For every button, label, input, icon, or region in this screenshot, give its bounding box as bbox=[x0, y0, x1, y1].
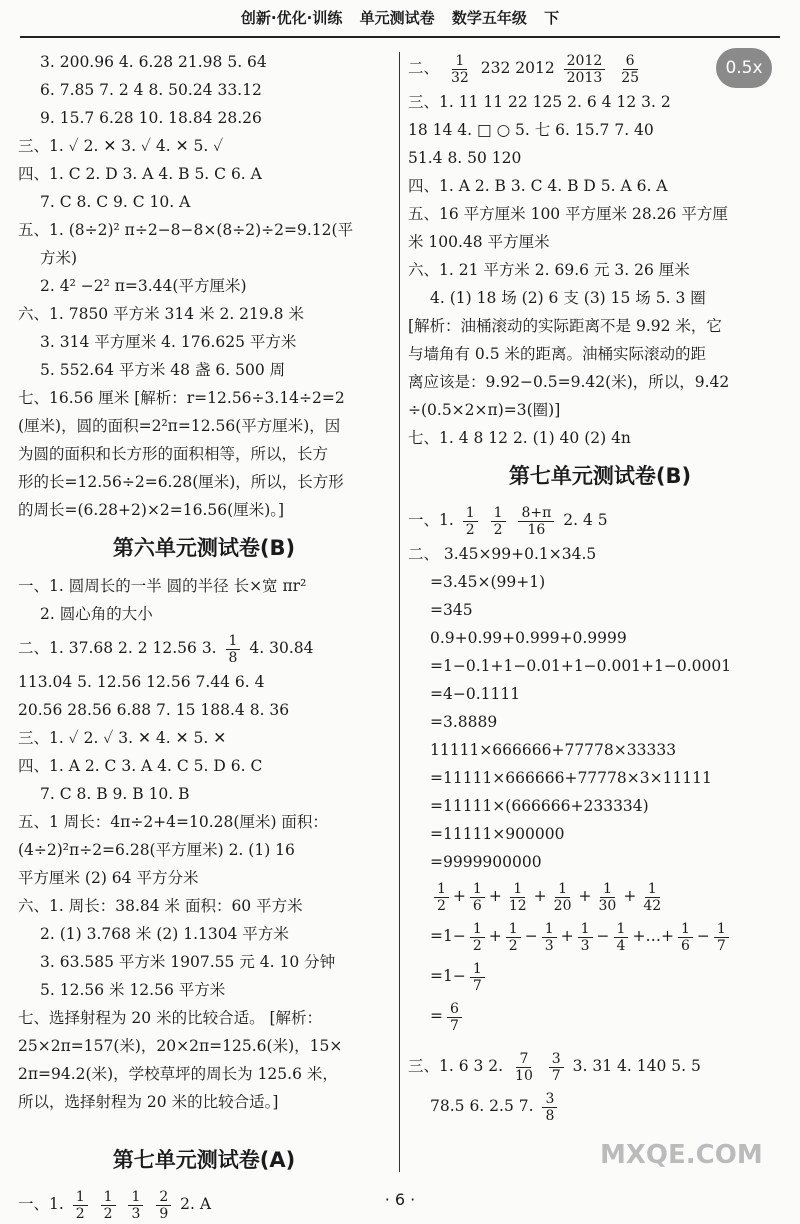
answer-line: ÷(0.5×2×π)=3(圈)] bbox=[408, 401, 561, 419]
answer-line: $\frac{1}{2}$ + $\frac{1}{6}$ + $\frac{1}{12}$ + $\frac{1}{20}$ + $\frac{1}{30}$ + $\frac{1}{42}$ bbox=[408, 876, 792, 916]
denominator: 2 bbox=[465, 521, 475, 538]
answer-line: 平方厘米 (2) 64 平方分米 bbox=[18, 869, 199, 887]
fraction bbox=[447, 1001, 462, 1034]
denominator: 2 bbox=[103, 1205, 113, 1222]
numerator: 7 bbox=[516, 1051, 531, 1068]
fraction bbox=[470, 921, 485, 954]
numerator: 2 bbox=[156, 1189, 171, 1206]
denominator: 3 bbox=[544, 937, 554, 954]
answer-text: 二、 bbox=[408, 59, 440, 77]
answer-line: 与墙角有 0.5 米的距离。油桶实际滚动的距 bbox=[408, 345, 707, 363]
numerator: 1 bbox=[714, 921, 729, 938]
fraction bbox=[542, 921, 557, 954]
fraction bbox=[470, 961, 485, 994]
answer-line: 形的长=12.56÷2=6.28(厘米)，所以，长方形 bbox=[18, 473, 344, 491]
denominator: 6 bbox=[472, 897, 482, 914]
answer-line: (4÷2)²π÷2=6.28(平方厘米) 2. (1) 16 bbox=[18, 841, 295, 859]
fraction bbox=[463, 505, 478, 538]
answer-line: 18 14 4. □ ○ 5. 七 6. 15.7 7. 40 bbox=[408, 121, 654, 139]
fraction bbox=[512, 1051, 536, 1084]
answer-line bbox=[408, 1046, 792, 1086]
answer-line: 六、1. 21 平方米 2. 69.6 元 3. 26 厘米 bbox=[408, 261, 690, 279]
answer-line: 七、1. 4 8 12 2. (1) 40 (2) 4n bbox=[408, 429, 631, 447]
answer-line: 7. C 8. C 9. C 10. A bbox=[40, 193, 191, 211]
numerator: 1 bbox=[614, 921, 629, 938]
zoom-badge[interactable]: 0.5x bbox=[716, 48, 772, 88]
answer-line: 三、1. ✓ 2. ✕ 3. ✓ 4. ✕ 5. ✓ bbox=[18, 137, 224, 155]
answer-line: 米 100.48 平方厘米 bbox=[408, 233, 550, 251]
answer-line: =11111×900000 bbox=[430, 825, 565, 843]
answer-line: 所以，选择射程为 20 米的比较合适。] bbox=[18, 1093, 279, 1111]
answer-line: 113.04 5. 12.56 12.56 7.44 6. 4 bbox=[18, 673, 265, 691]
denominator: 4 bbox=[616, 937, 626, 954]
answer-line: 7. C 8. B 9. B 10. B bbox=[40, 785, 190, 803]
answer-line: =4−0.1111 bbox=[430, 685, 521, 703]
denominator: 20 bbox=[553, 897, 572, 914]
fraction bbox=[518, 505, 554, 538]
answer-line: =1−0.1+1−0.01+1−0.001+1−0.0001 bbox=[430, 657, 732, 675]
denominator: 2 bbox=[437, 897, 446, 914]
answer-text: 78.5 6. 2.5 7. bbox=[430, 1097, 534, 1115]
page-header bbox=[0, 0, 800, 36]
fraction bbox=[491, 505, 506, 538]
denominator: 8 bbox=[545, 1107, 555, 1124]
fraction bbox=[618, 53, 642, 86]
answer-line: 三、1. 11 11 22 125 2. 6 4 12 3. 2 bbox=[408, 93, 671, 111]
answer-text: =1− bbox=[430, 967, 466, 985]
answer-text: 4. 30.84 bbox=[249, 639, 314, 657]
answer-text: 三、1. 6 3 2. bbox=[408, 1057, 504, 1075]
answer-line: 七、16.56 厘米 [解析：r=12.56÷3.14÷2=2 bbox=[18, 389, 345, 407]
answer-line: 4. (1) 18 场 (2) 6 支 (3) 15 场 5. 3 圈 bbox=[430, 289, 706, 307]
answer-line: =3.45×(99+1) bbox=[430, 573, 546, 591]
denominator: 10 bbox=[515, 1067, 533, 1084]
fraction bbox=[434, 881, 449, 914]
answer-line: 二、 3.45×99+0.1×34.5 bbox=[408, 545, 597, 563]
denominator: 7 bbox=[716, 937, 726, 954]
answer-line: 3. 63.585 平方米 1907.55 元 4. 10 分钟 bbox=[40, 953, 336, 971]
answer-line: (厘米)，圆的面积=2²π=12.56(平方厘米)，因 bbox=[18, 417, 341, 435]
numerator: 1 bbox=[128, 1189, 143, 1206]
numerator: 1 bbox=[491, 505, 506, 522]
answer-line: =345 bbox=[430, 601, 473, 619]
numerator: 1 bbox=[463, 505, 478, 522]
answer-line bbox=[408, 1086, 792, 1126]
answer-line bbox=[408, 48, 792, 88]
answer-line: 25×2π=157(米)，20×2π=125.6(米)，15× bbox=[18, 1037, 343, 1055]
fraction bbox=[506, 921, 521, 954]
denominator: 7 bbox=[450, 1017, 459, 1034]
answer-line: 9. 15.7 6.28 10. 18.84 28.26 bbox=[40, 109, 262, 127]
numerator: 1 bbox=[470, 881, 485, 898]
answer-line: 11111×666666+77778×33333 bbox=[430, 741, 677, 759]
fraction bbox=[714, 921, 729, 954]
denominator: 8 bbox=[228, 649, 238, 666]
numerator: 1 bbox=[555, 881, 570, 898]
fraction bbox=[506, 881, 530, 914]
numerator: 3 bbox=[549, 1051, 564, 1068]
numerator: 1 bbox=[578, 921, 593, 938]
fraction bbox=[614, 921, 629, 954]
denominator: 42 bbox=[643, 897, 662, 914]
denominator: 32 bbox=[450, 69, 469, 86]
denominator: 25 bbox=[621, 69, 640, 86]
numerator: 1 bbox=[645, 881, 660, 898]
numerator: 8+π bbox=[518, 505, 554, 522]
answer-line: 五、1 周长：4π÷2+4=10.28(厘米) 面积： bbox=[18, 813, 328, 831]
answer-text: 一、1. bbox=[18, 1195, 64, 1213]
denominator: 2 bbox=[472, 937, 482, 954]
header-type: 单元测试卷 bbox=[359, 9, 435, 27]
answer-line: =3.8889 bbox=[430, 713, 498, 731]
answer-line: 2. (1) 3.768 米 (2) 1.1304 平方米 bbox=[40, 925, 289, 943]
section-title: 第七单元测试卷(B) bbox=[508, 464, 692, 488]
denominator: 2 bbox=[75, 1205, 85, 1222]
denominator: 2013 bbox=[566, 69, 603, 86]
denominator: 3 bbox=[131, 1205, 141, 1222]
numerator: 1 bbox=[434, 881, 449, 898]
answer-line bbox=[408, 500, 792, 540]
header-grade: 数学五年级 bbox=[451, 9, 527, 27]
answer-line: 5. 12.56 米 12.56 平方米 bbox=[40, 981, 226, 999]
answer-text: 一、1. bbox=[408, 511, 454, 529]
answer-line: 四、1. C 2. D 3. A 4. B 5. C 6. A bbox=[18, 165, 262, 183]
answer-line bbox=[18, 628, 390, 668]
answer-line: 20.56 28.56 6.88 7. 15 188.4 8. 36 bbox=[18, 701, 290, 719]
answer-line: 四、1. A 2. C 3. A 4. C 5. D 6. C bbox=[18, 757, 263, 775]
denominator: 9 bbox=[159, 1205, 169, 1222]
answer-text: 232 2012 bbox=[480, 59, 555, 77]
fraction bbox=[678, 921, 693, 954]
denominator: 7 bbox=[551, 1067, 561, 1084]
answer-line: 六、1. 周长：38.84 米 面积：60 平方米 bbox=[18, 897, 303, 915]
numerator: 1 bbox=[678, 921, 693, 938]
answer-line: =11111×666666+77778×3×11111 bbox=[430, 769, 712, 787]
fraction bbox=[640, 881, 664, 914]
answer-text: = bbox=[430, 1007, 443, 1025]
numerator: 1 bbox=[73, 1189, 88, 1206]
answer-line: 2π=94.2(米)，学校草坪的周长为 125.6 米， bbox=[18, 1065, 338, 1083]
answer-line: 3. 314 平方厘米 4. 176.625 平方米 bbox=[40, 333, 297, 351]
numerator: 1 bbox=[506, 921, 521, 938]
answer-line: 2. 4² −2² π=3.44(平方厘米) bbox=[40, 277, 247, 295]
column-divider bbox=[399, 52, 400, 1172]
fraction bbox=[549, 1051, 564, 1084]
answer-line: 的周长=(6.28+2)×2=16.56(厘米)。] bbox=[18, 501, 285, 519]
numerator: 1 bbox=[452, 53, 467, 70]
answer-line: 五、16 平方厘米 100 平方厘米 28.26 平方厘 bbox=[408, 205, 728, 223]
denominator: 16 bbox=[527, 521, 546, 538]
denominator: 30 bbox=[598, 897, 617, 914]
fraction bbox=[448, 53, 472, 86]
fraction bbox=[470, 881, 485, 914]
answer-line: 三、1. ✓ 2. ✓ 3. ✕ 4. ✕ 5. ✕ bbox=[18, 729, 227, 747]
answer-line: 为圆的面积和长方形的面积相等，所以，长方 bbox=[18, 445, 329, 463]
fraction bbox=[596, 881, 620, 914]
section-title: 第七单元测试卷(A) bbox=[112, 1148, 296, 1172]
answer-line: =9999900000 bbox=[430, 853, 542, 871]
answer-line: =1− $\frac{1}{2}$ + $\frac{1}{2}$ − $\frac{1}{3}$ + $\frac{1}{3}$ − $\frac{1}{4}$ +…+ $\frac{1}{6}$ − $\frac{1}{7}$ bbox=[408, 916, 792, 956]
denominator: 3 bbox=[580, 937, 590, 954]
numerator: 6 bbox=[623, 53, 638, 70]
numerator: 1 bbox=[470, 961, 485, 978]
watermark-logo: MXQE.COM bbox=[600, 1140, 763, 1170]
answer-line: 51.4 8. 50 120 bbox=[408, 149, 522, 167]
answer-text: 2. 4 5 bbox=[563, 511, 608, 529]
answer-line: 六、1. 7850 平方米 314 米 2. 219.8 米 bbox=[18, 305, 304, 323]
answer-line: =11111×(666666+233334) bbox=[430, 797, 649, 815]
numerator: 1 bbox=[542, 921, 557, 938]
answer-text: 二、1. 37.68 2. 2 12.56 3. bbox=[18, 639, 217, 657]
numerator: 1 bbox=[510, 881, 525, 898]
answer-line: 离应该是：9.92−0.5=9.42(米)，所以，9.42 bbox=[408, 373, 730, 391]
section-title: 第六单元测试卷(B) bbox=[112, 536, 296, 560]
fraction bbox=[564, 53, 606, 86]
page-number: · 6 · bbox=[384, 1190, 416, 1209]
denominator: 7 bbox=[472, 977, 482, 994]
denominator: 6 bbox=[680, 937, 690, 954]
left-column bbox=[18, 48, 390, 1224]
fraction bbox=[226, 633, 241, 666]
header-rule bbox=[20, 36, 780, 38]
numerator: 1 bbox=[101, 1189, 116, 1206]
answer-line: 四、1. A 2. B 3. C 4. B D 5. A 6. A bbox=[408, 177, 668, 195]
header-series: 创新·优化·训练 bbox=[240, 9, 343, 27]
answer-text: 3. 31 4. 140 5. 5 bbox=[572, 1057, 701, 1075]
fraction bbox=[551, 881, 575, 914]
right-column bbox=[408, 48, 792, 1126]
numerator: 1 bbox=[470, 921, 485, 938]
numerator: 3 bbox=[542, 1091, 557, 1108]
answer-line: 方米) bbox=[40, 249, 78, 267]
answer-line: 6. 7.85 7. 2 4 8. 50.24 33.12 bbox=[40, 81, 262, 99]
answer-line bbox=[408, 956, 792, 996]
answer-line: 五、1. (8÷2)² π÷2−8−8×(8÷2)÷2=9.12(平 bbox=[18, 221, 354, 239]
denominator: 12 bbox=[508, 897, 527, 914]
answer-line: [解析：油桶滚动的实际距离不是 9.92 米，它 bbox=[408, 317, 722, 335]
header-volume: 下 bbox=[544, 9, 560, 27]
answer-text: 2. A bbox=[180, 1195, 212, 1213]
denominator: 2 bbox=[508, 937, 518, 954]
numerator: 1 bbox=[226, 633, 241, 650]
answer-line: 一、1. 圆周长的一半 圆的半径 长×宽 πr² bbox=[18, 577, 307, 595]
numerator: 1 bbox=[600, 881, 615, 898]
answer-line: 2. 圆心角的大小 bbox=[40, 605, 153, 623]
answer-line: 5. 552.64 平方米 48 盏 6. 500 周 bbox=[40, 361, 286, 379]
fraction bbox=[542, 1091, 557, 1124]
answer-line: 0.9+0.99+0.999+0.9999 bbox=[430, 629, 627, 647]
numerator: 2012 bbox=[564, 53, 606, 70]
denominator: 2 bbox=[493, 521, 503, 538]
answer-text: =1− bbox=[430, 927, 466, 945]
answer-line: 3. 200.96 4. 6.28 21.98 5. 64 bbox=[40, 53, 267, 71]
answer-line: 七、选择射程为 20 米的比较合适。 [解析： bbox=[18, 1009, 323, 1027]
numerator: 6 bbox=[447, 1001, 462, 1018]
answer-line bbox=[408, 996, 792, 1036]
fraction bbox=[578, 921, 593, 954]
